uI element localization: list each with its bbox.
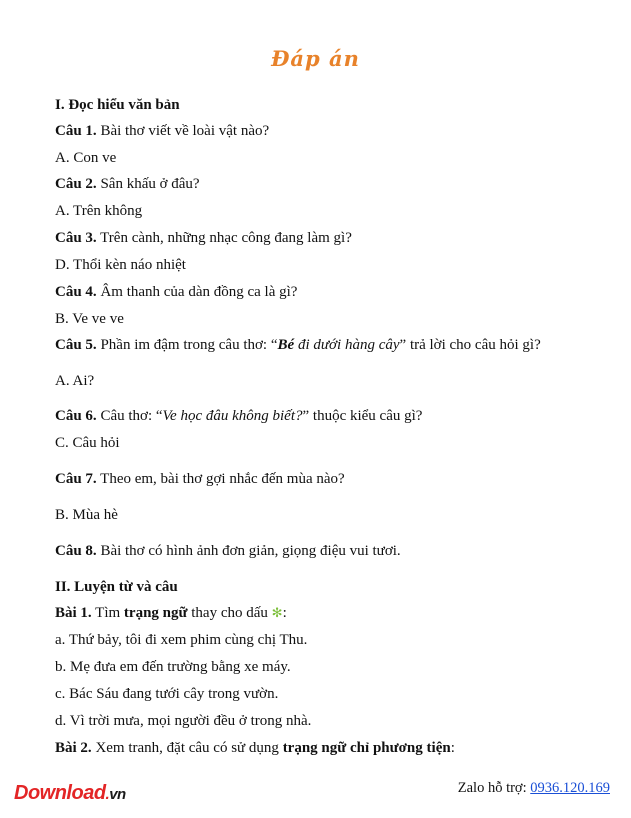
question-2: Câu 2. Sân khấu ở đâu?: [55, 176, 200, 192]
download-vn-logo[interactable]: Download.vn: [14, 782, 126, 804]
exercise-1-item-d: d. Vì trời mưa, mọi người đều ở trong nhà.: [55, 713, 312, 729]
zalo-phone-link[interactable]: 0936.120.169: [530, 780, 610, 796]
question-5: Câu 5. Phần im đậm trong câu thơ: “Bé đi dưới hàng cây” trả lời cho câu hỏi gì?: [55, 337, 541, 353]
section-2-heading: II. Luyện từ và câu: [55, 579, 178, 595]
exercise-2: Bài 2. Xem tranh, đặt câu có sử dụng trạng ngữ chỉ phương tiện:: [55, 740, 455, 756]
answer-3: D. Thổi kèn náo nhiệt: [55, 257, 186, 273]
answer-2: A. Trên không: [55, 203, 143, 219]
exercise-1-item-c: c. Bác Sáu đang tưới cây trong vườn.: [55, 686, 279, 702]
question-8: Câu 8. Bài thơ có hình ảnh đơn giản, giọng điệu vui tươi.: [55, 543, 401, 559]
answer-6: C. Câu hỏi: [55, 435, 120, 451]
answer-1: A. Con ve: [55, 150, 117, 166]
page-title: Đáp án: [271, 46, 360, 71]
exercise-1: Bài 1. Tìm trạng ngữ thay cho dấu ✻:: [55, 605, 287, 621]
question-4: Câu 4. Âm thanh của dàn đồng ca là gì?: [55, 284, 298, 300]
answer-7: B. Mùa hè: [55, 507, 118, 523]
answer-4: B. Ve ve ve: [55, 311, 124, 327]
zalo-support: Zalo hỗ trợ: 0936.120.169: [457, 780, 610, 796]
question-3: Câu 3. Trên cành, những nhạc công đang làm gì?: [55, 230, 352, 246]
question-1: Câu 1. Bài thơ viết về loài vật nào?: [55, 123, 270, 139]
question-7: Câu 7. Theo em, bài thơ gợi nhắc đến mùa nào?: [55, 471, 345, 487]
answer-5: A. Ai?: [55, 373, 95, 389]
exercise-1-item-a: a. Thứ bảy, tôi đi xem phim cùng chị Thu.: [55, 632, 308, 648]
section-1-heading: I. Đọc hiểu văn bản: [55, 97, 180, 113]
sparkle-icon: ✻: [271, 605, 283, 620]
question-6: Câu 6. Câu thơ: “Ve học đâu không biết?” thuộc kiểu câu gì?: [55, 408, 423, 424]
exercise-1-item-b: b. Mẹ đưa em đến trường bằng xe máy.: [55, 659, 291, 675]
